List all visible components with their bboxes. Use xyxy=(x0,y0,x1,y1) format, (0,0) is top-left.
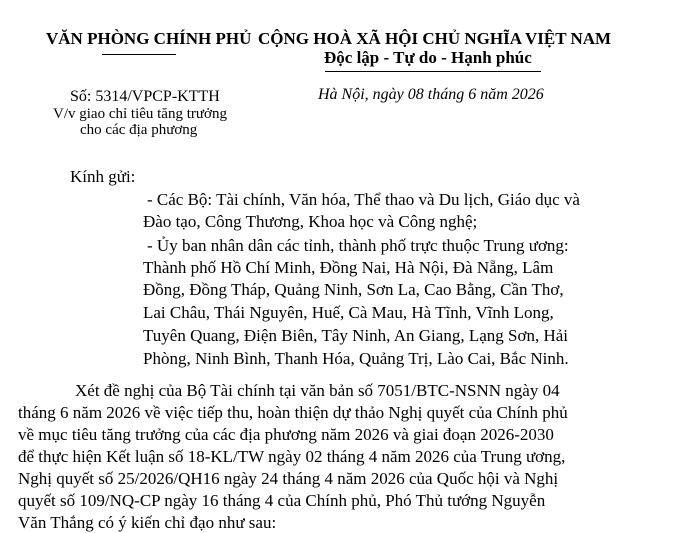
body-line: Nghị quyết số 25/2026/QH16 ngày 24 tháng 4 năm 2026 của Quốc hội và Nghị xyxy=(18,469,559,488)
nation-title: CỘNG HOÀ XÃ HỘI CHỦ NGHĨA VIỆT NAM xyxy=(258,29,612,48)
body-line: tháng 6 năm 2026 về việc tiếp thu, hoàn thiện dự thảo Nghị quyết của Chính phủ xyxy=(18,403,568,422)
body-line: về mục tiêu tăng trưởng của các địa phương năm 2026 và giai đoạn 2026-2030 xyxy=(18,425,554,444)
recipient-line: - Ủy ban nhân dân các tỉnh, thành phố trực thuộc Trung ương: xyxy=(147,236,569,255)
recipient-line: Đồng, Đồng Tháp, Quảng Ninh, Sơn La, Cao Bằng, Cần Thơ, xyxy=(143,280,564,299)
place-date: Hà Nội, ngày 08 tháng 6 năm 2026 xyxy=(318,86,544,103)
body-line: để thực hiện Kết luận số 18-KL/TW ngày 02 tháng 4 năm 2026 của Trung ương, xyxy=(18,447,566,466)
recipient-line: Thành phố Hồ Chí Minh, Đồng Nai, Hà Nội, Đà Nẵng, Lâm xyxy=(143,258,554,277)
salutation: Kính gửi: xyxy=(70,167,136,186)
recipient-line: Đào tạo, Công Thương, Khoa học và Công nghệ; xyxy=(143,212,478,231)
recipient-line: Lai Châu, Thái Nguyên, Huế, Cà Mau, Hà Tĩnh, Vĩnh Long, xyxy=(143,303,554,322)
subject-line-2: cho các địa phương xyxy=(80,122,198,138)
subject-line-1: V/v giao chỉ tiêu tăng trưởng xyxy=(53,106,227,122)
recipient-line: - Các Bộ: Tài chính, Văn hóa, Thể thao và Du lịch, Giáo dục và xyxy=(147,190,580,209)
body-line: Văn Thắng có ý kiến chỉ đạo như sau: xyxy=(18,513,277,532)
motto-underline xyxy=(325,71,541,72)
body-line: quyết số 109/NQ-CP ngày 16 tháng 4 của Chính phủ, Phó Thủ tướng Nguyễn xyxy=(18,491,546,510)
issuing-agency: VĂN PHÒNG CHÍNH PHỦ xyxy=(46,29,252,48)
document-number: Số: 5314/VPCP-KTTH xyxy=(70,88,220,105)
national-motto: Độc lập - Tự do - Hạnh phúc xyxy=(324,48,532,67)
recipient-line: Tuyên Quang, Điện Biên, Tây Ninh, An Giang, Lạng Sơn, Hải xyxy=(143,326,568,345)
agency-underline xyxy=(102,54,176,55)
recipient-line: Phòng, Ninh Bình, Thanh Hóa, Quảng Trị, Lào Cai, Bắc Ninh. xyxy=(143,349,569,368)
body-line: Xét đề nghị của Bộ Tài chính tại văn bản số 7051/BTC-NSNN ngày 04 xyxy=(75,381,560,400)
